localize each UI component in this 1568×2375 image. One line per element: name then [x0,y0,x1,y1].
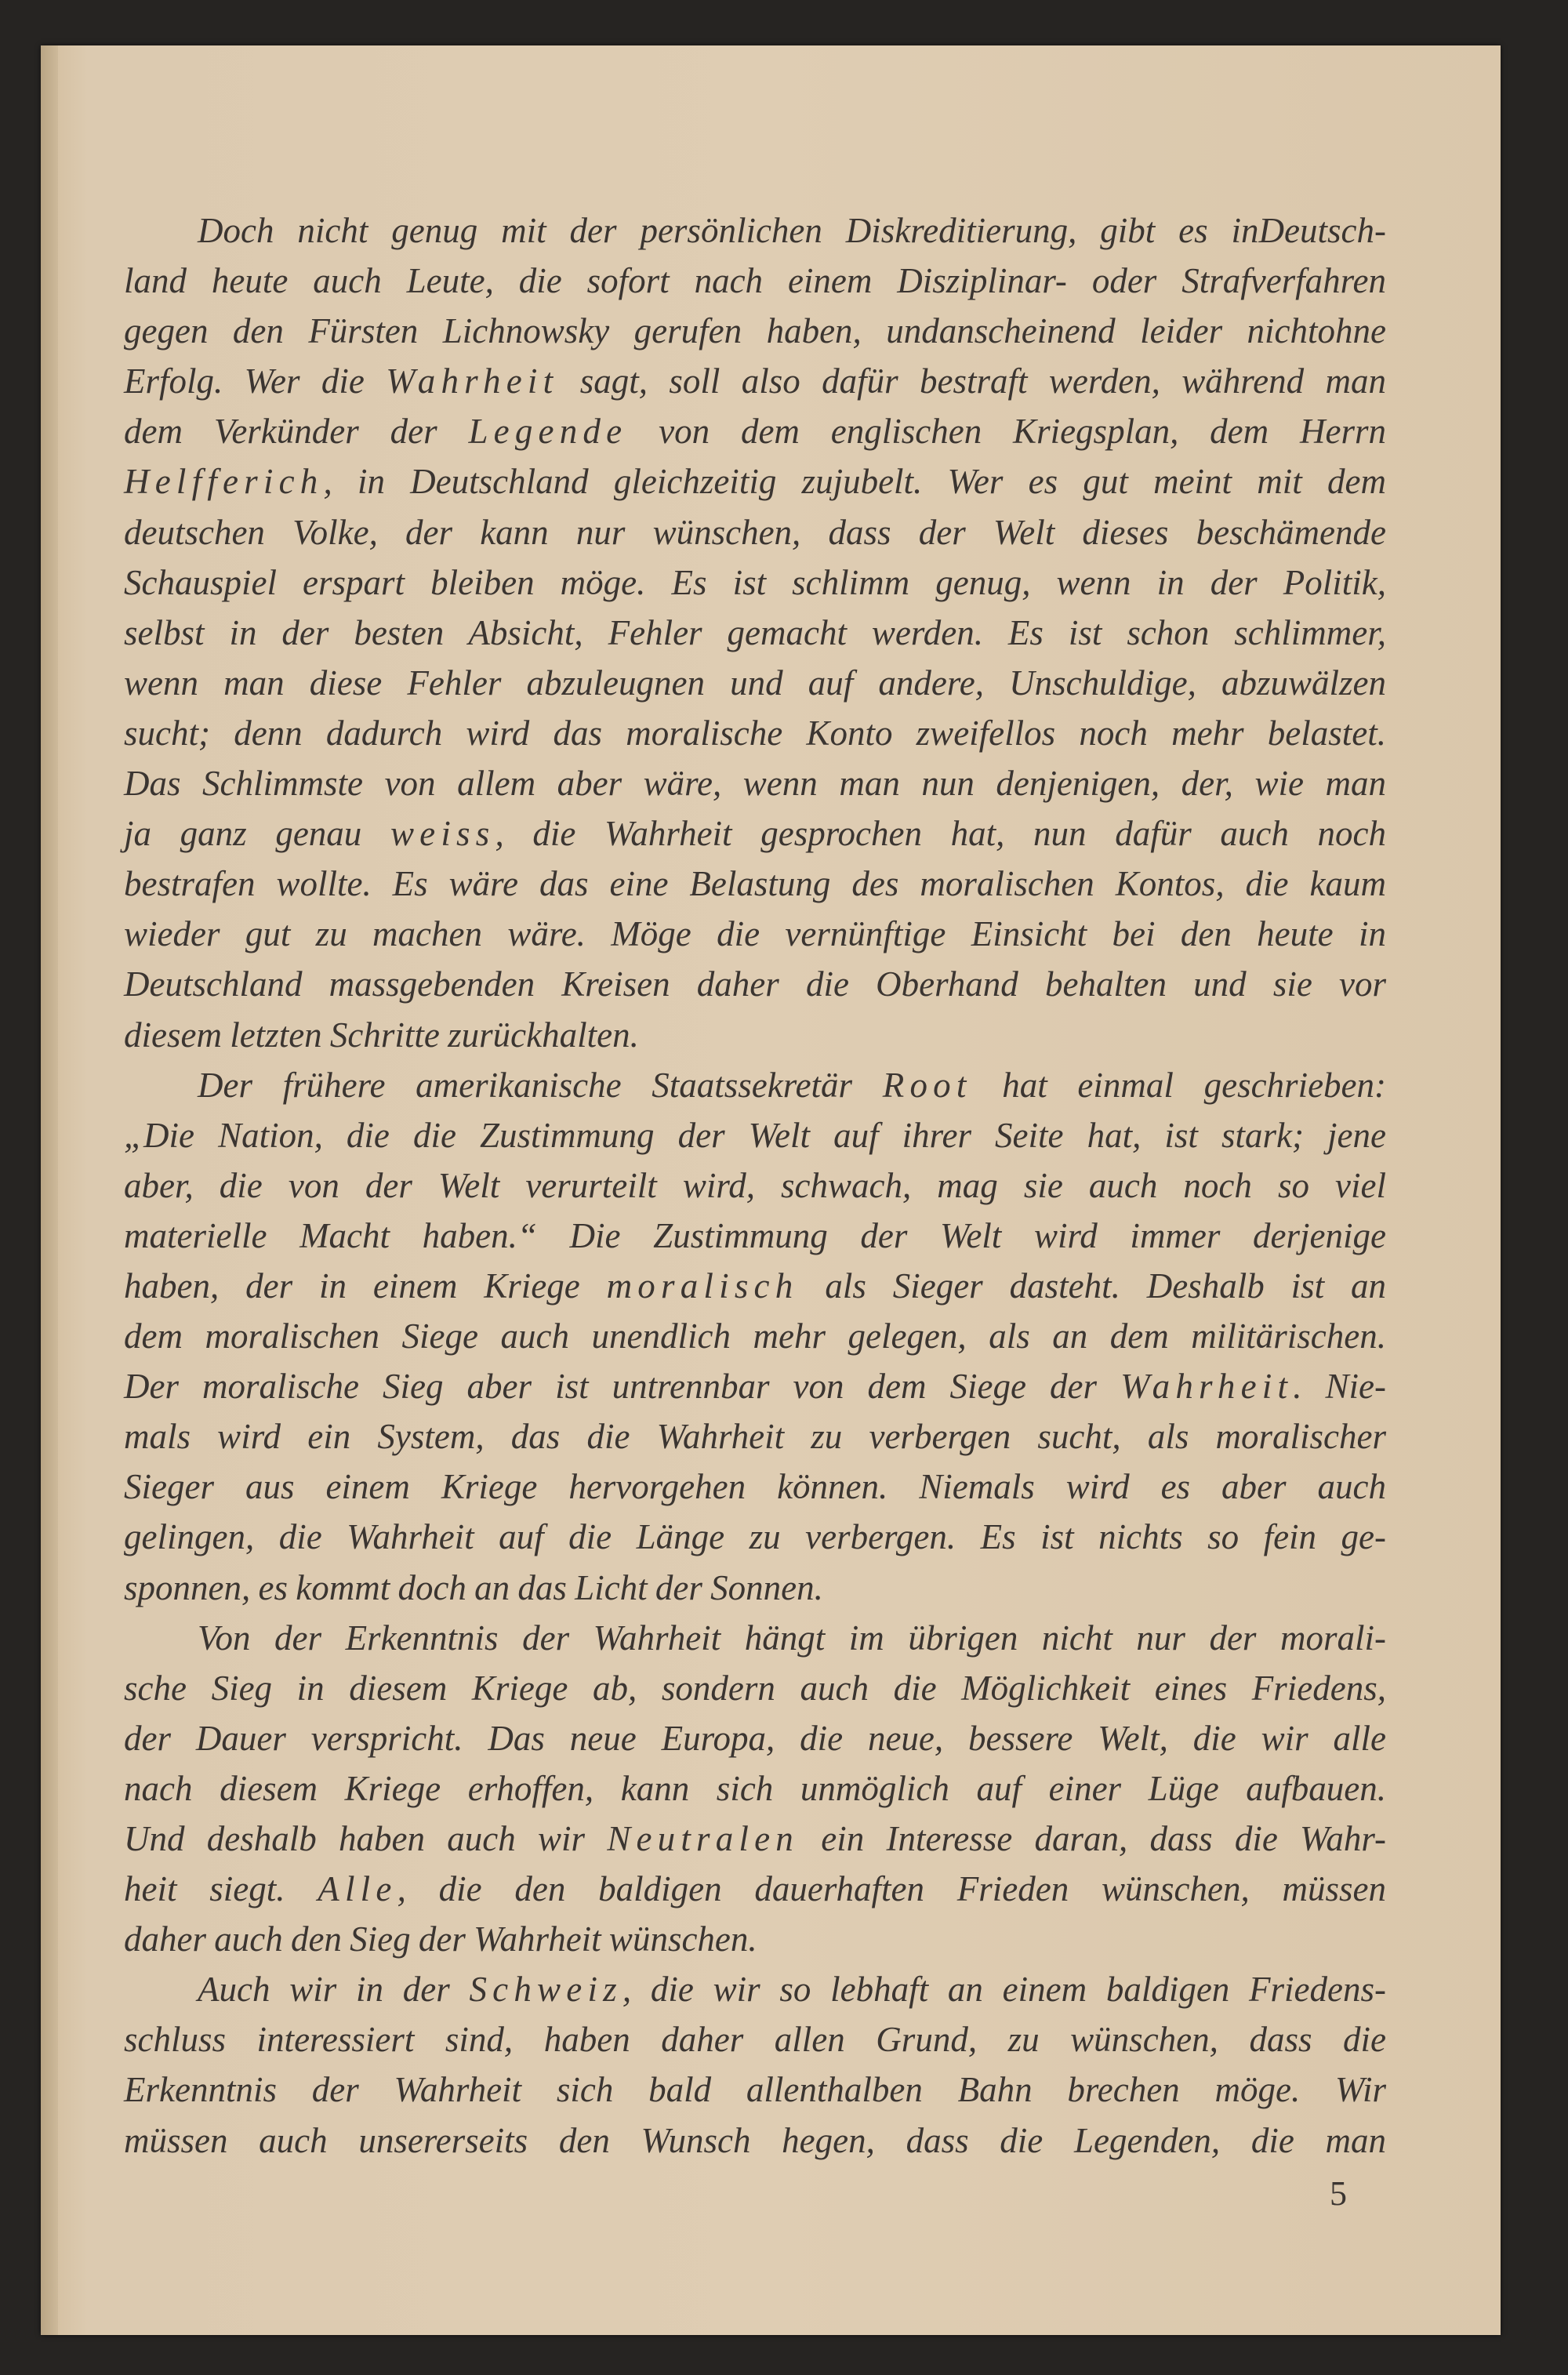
text-line [124,1914,1386,1964]
text-segment: wieder gut zu machen wäre. Möge die vernünftige Einsicht bei den heute in [124,914,1386,954]
text-segment: Auch wir in der [198,1970,470,2010]
text-segment: sponnen, es kommt doch an das Licht der Sonnen. [124,1567,823,1607]
text-segment: diesem letzten Schritte zurückhalten. [124,1015,639,1055]
text-line [124,1411,1386,1462]
spaced-emphasis: Legende [468,412,628,452]
text-line [124,1613,1386,1663]
spaced-emphasis: moralisch [606,1266,799,1306]
text-segment: , die wir so lebhaft an einem baldigen Friedens- [622,1970,1386,2010]
text-line [124,1663,1386,1713]
body-text [124,205,1386,2166]
spaced-emphasis: weiss [390,814,495,854]
spaced-emphasis: Root [882,1065,972,1105]
text-segment: heit siegt. [124,1869,318,1909]
text-segment: dem moralischen Siege auch unendlich mehr gelegen, als an dem militärischen. [124,1316,1386,1356]
text-segment: als Sieger dasteht. Deshalb ist an [798,1266,1387,1306]
text-segment: , die den baldigen dauerhaften Frieden wünschen, müssen [397,1869,1387,1909]
text-line [124,1211,1386,1261]
text-segment: Erkenntnis der Wahrheit sich bald allenthalben Bahn brechen möge. Wir [124,2070,1386,2110]
text-line [124,1311,1386,1361]
text-segment: nach diesem Kriege erhoffen, kann sich unmöglich auf einer Lüge aufbauen. [124,1768,1386,1808]
text-segment: sucht; denn dadurch wird das moralische Konto zweifellos noch mehr belastet. [124,713,1386,753]
text-segment: Das Schlimmste von allem aber wäre, wenn man nun denjenigen, der, wie man [124,764,1386,804]
text-segment: sche Sieg in diesem Kriege ab, sondern auch die Möglichkeit eines Friedens, [124,1668,1386,1708]
text-line [124,1261,1386,1311]
text-segment: Und deshalb haben auch wir [124,1819,608,1858]
text-line [124,1563,1386,1613]
text-line [124,1060,1386,1110]
text-line [124,658,1386,708]
text-segment: gegen den Fürsten Lichnowsky gerufen haben, undanscheinend leider nichtohne [124,311,1386,351]
text-segment: . Nie- [1293,1367,1386,1407]
text-line [124,1110,1386,1160]
text-segment: aber, die von der Welt verurteilt wird, schwach, mag sie auch noch so viel [124,1165,1386,1205]
text-segment: wenn man diese Fehler abzuleugnen und auf andere, Unschuldige, abzuwälzen [124,663,1386,703]
paragraph [124,205,1386,1060]
spaced-emphasis: Alle [318,1869,397,1909]
text-segment: sagt, soll also dafür bestraft werden, während man [558,361,1386,401]
text-segment: selbst in der besten Absicht, Fehler gemacht werden. Es ist schon schlimmer, [124,612,1386,652]
text-segment: ja ganz genau [124,814,390,854]
text-segment: von dem englischen Kriegsplan, dem Herrn [627,412,1386,452]
text-line [124,959,1386,1009]
text-line [124,1010,1386,1060]
text-line [124,808,1386,859]
text-segment: Sieger aus einem Kriege hervorgehen können. Niemals wird es aber auch [124,1467,1386,1507]
text-line [124,859,1386,909]
text-segment: haben, der in einem Kriege [124,1266,607,1306]
text-segment: deutschen Volke, der kann nur wünschen, dass der Welt dieses beschämende [124,512,1386,552]
text-line [124,507,1386,557]
text-segment: hat einmal geschrieben: [971,1065,1387,1105]
text-line [124,456,1386,507]
paragraph [124,1060,1386,1613]
text-line [124,256,1386,306]
text-segment: ein Interesse daran, dass die Wahr- [799,1819,1386,1858]
text-line [124,557,1386,608]
text-segment: Der moralische Sieg aber ist untrennbar von dem Siege der [124,1367,1121,1407]
spaced-emphasis: Wahrheit [386,361,559,401]
text-line [124,2115,1386,2166]
text-line [124,708,1386,758]
text-line [124,2014,1386,2065]
text-line [124,1814,1386,1864]
text-line [124,1713,1386,1763]
text-line [124,356,1386,406]
page-binding-edge [41,45,58,2335]
text-line [124,1763,1386,1814]
spaced-emphasis: Neutralen [607,1819,800,1858]
text-segment: Deutschland massgebenden Kreisen daher die Oberhand behalten und sie vor [124,964,1386,1004]
text-line [124,306,1386,356]
text-segment: dem Verkünder der [124,412,469,452]
spaced-emphasis: Schweiz [469,1970,622,2010]
text-segment: müssen auch unsererseits den Wunsch hegen, dass die Legenden, die man [124,2120,1386,2160]
page-number: 5 [1330,2174,1347,2213]
text-segment: daher auch den Sieg der Wahrheit wünschen. [124,1919,757,1959]
text-line [124,1512,1386,1562]
text-segment: schluss interessiert sind, haben daher allen Grund, zu wünschen, dass die [124,2020,1386,2060]
text-line [124,406,1386,456]
text-segment: Schauspiel erspart bleiben möge. Es ist schlimm genug, wenn in der Politik, [124,562,1386,602]
text-segment: materielle Macht haben.“ Die Zustimmung der Welt wird immer derjenige [124,1215,1386,1255]
text-segment: land heute auch Leute, die sofort nach einem Disziplinar- oder Strafverfahren [124,261,1386,301]
text-segment: bestrafen wollte. Es wäre das eine Belastung des moralischen Kontos, die kaum [124,864,1386,904]
text-line [124,205,1386,256]
text-line [124,1462,1386,1512]
spaced-emphasis: Helfferich [124,462,324,502]
text-line [124,758,1386,808]
spaced-emphasis: Wahrheit [1120,1367,1294,1407]
text-line [124,608,1386,658]
text-line [124,1964,1386,2014]
text-line [124,909,1386,959]
text-segment: „Die Nation, die die Zustimmung der Welt auf ihrer Seite hat, ist stark; jene [124,1115,1386,1155]
text-segment: , die Wahrheit gesprochen hat, nun dafür auch noch [495,814,1386,854]
text-segment: der Dauer verspricht. Das neue Europa, die neue, bessere Welt, die wir alle [124,1718,1386,1758]
text-line [124,1160,1386,1211]
document-page [41,45,1501,2335]
text-line [124,1864,1386,1914]
text-segment: Von der Erkenntnis der Wahrheit hängt im übrigen nicht nur der morali- [198,1618,1386,1658]
text-segment: mals wird ein System, das die Wahrheit zu verbergen sucht, als moralischer [124,1417,1386,1457]
text-segment: , in Deutschland gleichzeitig zujubelt. Wer es gut meint mit dem [323,462,1386,502]
text-line [124,1361,1386,1411]
text-line [124,2065,1386,2115]
text-segment: Erfolg. Wer die [124,361,387,401]
paragraph [124,1613,1386,1965]
text-segment: Doch nicht genug mit der persönlichen Diskreditierung, gibt es inDeutsch- [198,211,1386,250]
paragraph [124,1964,1386,2165]
text-segment: gelingen, die Wahrheit auf die Länge zu verbergen. Es ist nichts so fein ge- [124,1517,1386,1557]
text-segment: Der frühere amerikanische Staatssekretär [198,1065,883,1105]
